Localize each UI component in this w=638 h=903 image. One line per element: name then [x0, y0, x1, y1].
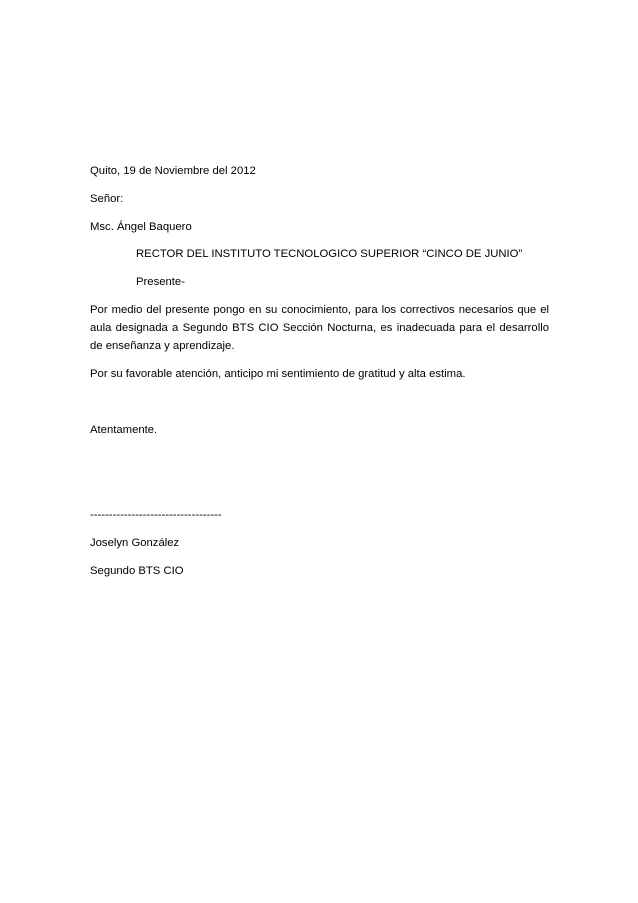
signer-group: Segundo BTS CIO — [90, 564, 184, 577]
letter-salutation: Señor: — [90, 192, 124, 205]
letter-body — [90, 163, 549, 580]
body-paragraph: Por medio del presente pongo en su conocimiento, para los correctivos necesarios que el aula designada a Segundo BTS CIO Sección Nocturna, es inadecuada para el desarrollo de enseñanza y aprendizaje. — [90, 303, 549, 352]
signature-line: ----------------------------------- — [90, 508, 222, 521]
letter-date: Quito, 19 de Noviembre del 2012 — [90, 165, 256, 177]
closing-paragraph: Por su favorable atención, anticipo mi sentimiento de gratitud y alta estima. — [90, 368, 466, 381]
recipient-name: Msc. Ángel Baquero — [90, 220, 192, 233]
farewell: Atentamente. — [90, 424, 158, 437]
signer-name: Joselyn González — [90, 536, 180, 549]
presente-line: Presente- — [136, 276, 185, 289]
recipient-title: RECTOR DEL INSTITUTO TECNOLOGICO SUPERIOR “CINCO DE JUNIO” — [136, 248, 523, 261]
